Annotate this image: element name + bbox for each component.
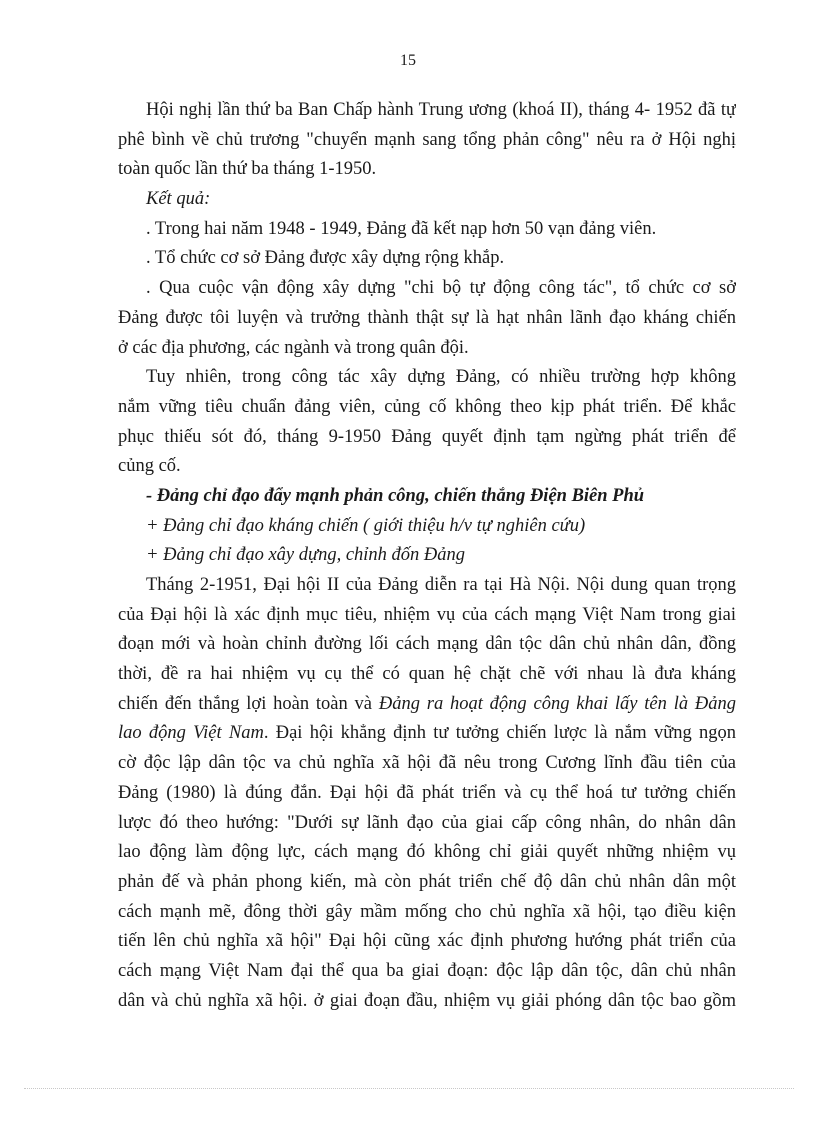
text-line: Kết quả: [146,189,211,210]
text-line [118,719,736,749]
text-line: Đảng (1980) là đúng đắn. Đại hội đã phát triển và cụ thể hoá tư tưởng chiến [118,782,736,803]
text-line [118,690,736,720]
text-line: phê bình về chủ trương "chuyển mạnh sang tổng phản công" nêu ra ở Hội nghị [118,129,736,150]
page-bottom-divider [24,1088,794,1089]
document-body [118,96,736,1016]
text-line: ở các địa phương, các ngành và trong quân đội. [118,337,469,358]
text-line: . Tổ chức cơ sở Đảng được xây dựng rộng khắp. [146,248,505,269]
text-line: cờ độc lập dân tộc va chủ nghĩa xã hội đã nêu trong Cương lĩnh đầu tiên của [118,753,736,774]
text-line: thời, đề ra hai nhiệm vụ cụ thể có quan hệ chặt chẽ với nhau là đưa kháng [118,664,736,685]
text-segment: lao động Việt Nam [118,723,264,744]
text-line: phản đế và phản phong kiến, mà còn phát triển chế độ dân chủ nhân dân một [118,871,736,892]
text-line: phục thiếu sót đó, tháng 9-1950 Đảng quyết định tạm ngừng phát triển để [118,426,736,447]
page-number: 15 [400,52,416,69]
text-line: cách mạng Việt Nam đại thể qua ba giai đoạn: độc lập dân tộc, dân chủ nhân [118,960,736,981]
text-line: + Đảng chỉ đạo kháng chiến ( giới thiệu h/v tự nghiên cứu) [146,515,586,536]
text-line: cách mạnh mẽ, đông thời gây mầm mống cho chủ nghĩa xã hội, tạo điều kiện [118,901,736,922]
text-line: nắm vững tiêu chuẩn đảng viên, củng cố không theo kịp phát triển. Để khắc [118,396,736,417]
text-line: đoạn mới và hoàn chỉnh đường lối cách mạng dân tộc dân chủ nhân dân, đồng [118,634,736,655]
text-segment: Đảng ra hoạt động công khai lấy tên là Đảng [378,693,736,714]
text-line: Đảng được tôi luyện và trưởng thành thật sự là hạt nhân lãnh đạo kháng chiến [118,307,736,328]
text-line: của Đại hội là xác định mục tiêu, nhiệm vụ của cách mạng Việt Nam trong giai [118,604,736,625]
text-line: lao động làm động lực, cách mạng đó không chỉ giải quyết những nhiệm vụ [118,842,736,863]
text-line: Tuy nhiên, trong công tác xây dựng Đảng, có nhiều trường hợp không [146,367,736,388]
text-line: - Đảng chỉ đạo đẩy mạnh phản công, chiến thắng Điện Biên Phủ [146,485,645,506]
text-line: lược đó theo hướng: "Dưới sự lãnh đạo của giai cấp công nhân, do nhân dân [118,812,736,833]
text-line: củng cố. [118,456,181,477]
text-line: . Qua cuộc vận động xây dựng "chi bộ tự động công tác", tổ chức cơ sở [146,278,736,299]
text-line: dân và chủ nghĩa xã hội. ở giai đoạn đầu, nhiệm vụ giải phóng dân tộc bao gồm [118,990,736,1011]
text-line: tiến lên chủ nghĩa xã hội" Đại hội cũng xác định phương hướng phát triển của [118,931,736,952]
text-line: + Đảng chỉ đạo xây dựng, chỉnh đốn Đảng [146,545,466,566]
text-line: . Trong hai năm 1948 - 1949, Đảng đã kết nạp hơn 50 vạn đảng viên. [146,218,657,239]
text-segment: . Đại hội khẳng định tư tưởng chiến lược là nắm vững ngọn [263,723,736,744]
text-line: Tháng 2-1951, Đại hội II của Đảng diễn ra tại Hà Nội. Nội dung quan trọng [146,575,736,595]
text-line: Hội nghị lần thứ ba Ban Chấp hành Trung ương (khoá II), tháng 4- 1952 đã tự [146,100,736,120]
text-segment: chiến đến thắng lợi hoàn toàn và [118,693,379,714]
text-line: toàn quốc lần thứ ba tháng 1-1950. [118,159,377,180]
